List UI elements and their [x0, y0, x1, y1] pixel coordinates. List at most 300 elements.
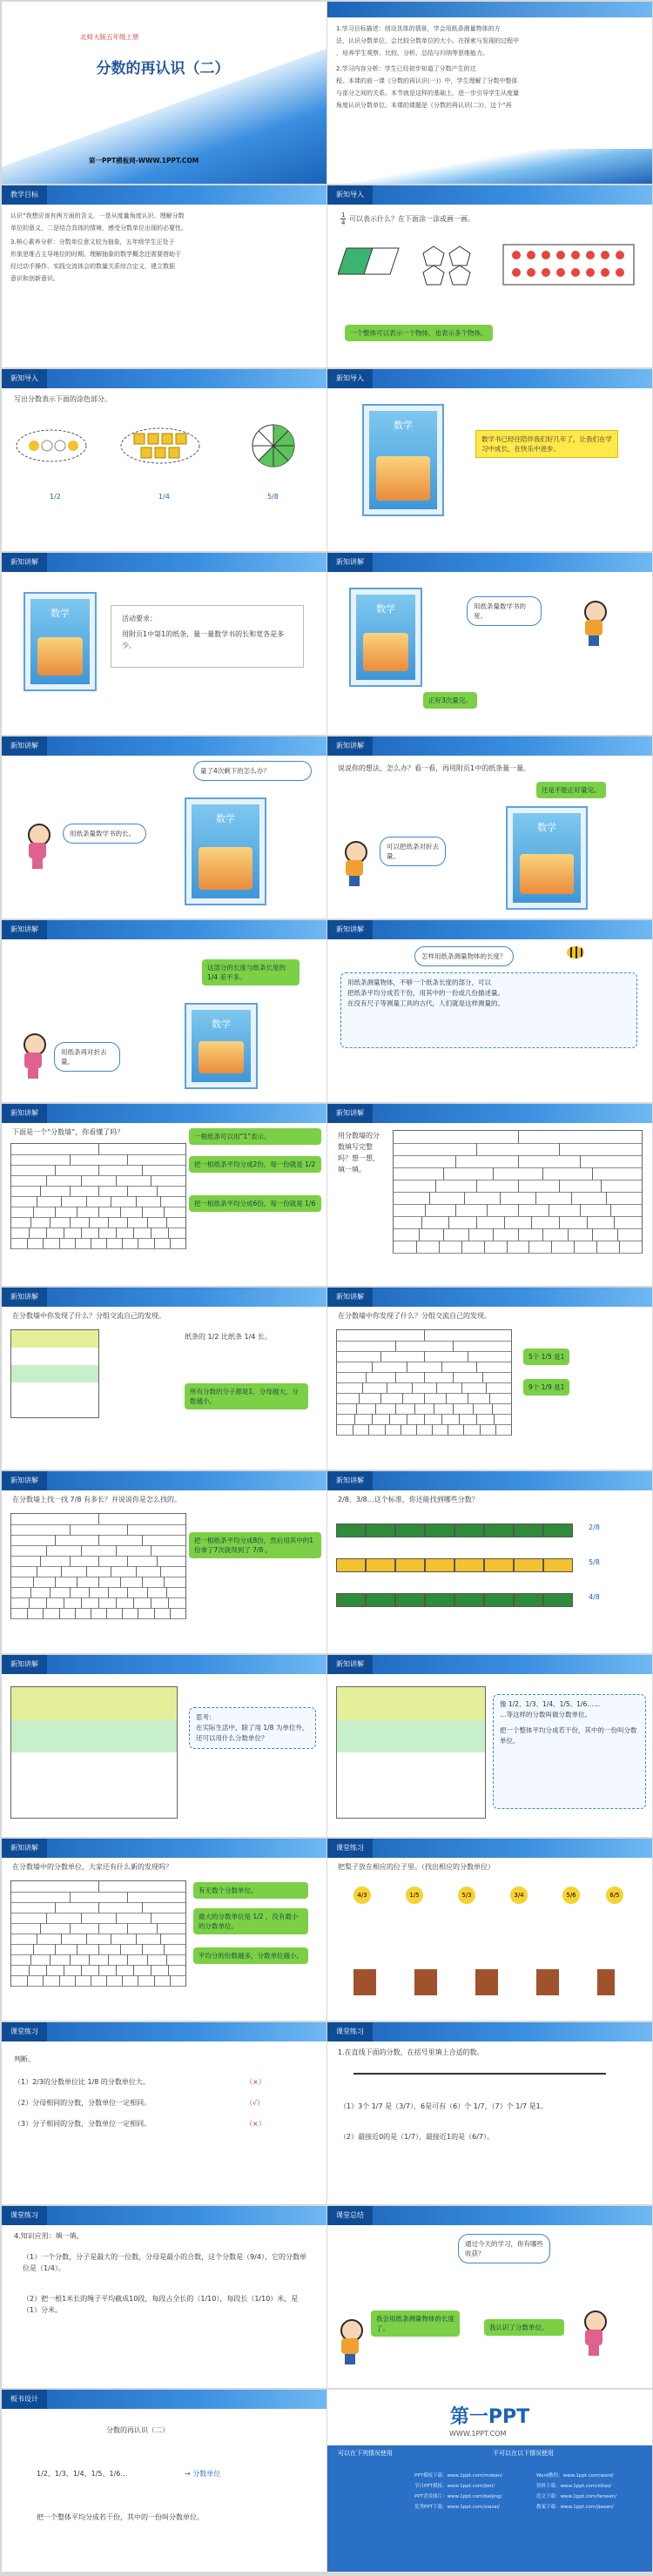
unit-note-1: 有无数个分数单位。: [193, 1882, 308, 1899]
apply-title: 4.知识应用：填一填。: [14, 2232, 84, 2240]
math-book: 数学: [185, 1003, 258, 1089]
answer-2: 1/4: [158, 493, 170, 501]
wall-divider: [559, 1216, 560, 1228]
wall-divider: [98, 1207, 99, 1217]
pear-3: 5/3: [458, 1887, 475, 1904]
slide-8-measure-width[interactable]: [327, 553, 652, 735]
section-tab: 教学目标: [2, 185, 47, 205]
wall-divider: [98, 1597, 99, 1608]
fraction-wall: [10, 1143, 186, 1249]
wall-divider: [424, 1414, 425, 1424]
wall-row: [394, 1216, 642, 1229]
result-tag: 正好3次量完。: [423, 692, 477, 709]
quarter-box: 这部分的长度与纸条长度的 1/4 差不多。: [202, 959, 300, 985]
wall-divider: [468, 1228, 469, 1241]
wall-divider: [486, 1382, 487, 1393]
wall-divider: [380, 1351, 381, 1362]
wall-divider: [30, 1954, 31, 1965]
slide-19-think[interactable]: [2, 1655, 326, 1837]
col2-title: 不可以在以下情况使用: [493, 2450, 554, 2457]
wall-divider: [424, 1351, 425, 1362]
question-bubble: 怎样用纸条测量物体的长度？: [414, 946, 514, 966]
link-7[interactable]: 范文下载：www.1ppt.com/fanwen/: [536, 2494, 617, 2499]
wall-divider: [98, 1556, 99, 1566]
wall-divider: [416, 1424, 417, 1435]
wall-divider: [61, 1196, 62, 1207]
obj-line: 法，认识分数单位，会比较分数单位的大小。在探索与发现的过程中: [336, 37, 519, 44]
wall-divider: [108, 1217, 109, 1227]
section-tab: 板书设计: [2, 2390, 47, 2409]
wall-divider: [70, 1923, 71, 1934]
wall-divider: [55, 1577, 56, 1587]
slide-23-judge[interactable]: [2, 2022, 326, 2204]
section-tab: 新知讲解: [2, 1471, 47, 1490]
highlight-wall: [336, 1686, 486, 1819]
wall-divider: [476, 1216, 477, 1228]
wall-row: [394, 1143, 642, 1156]
wall-divider: [86, 1934, 87, 1944]
wall-divider: [147, 1587, 148, 1597]
bee-icon: [567, 946, 584, 958]
wall-divider: [33, 1207, 34, 1217]
wall-divider: [86, 1566, 87, 1577]
wall-divider: [424, 1330, 425, 1341]
wall-divider: [375, 1403, 376, 1414]
wall-divider: [120, 1944, 121, 1954]
slide-14-fill-wall[interactable]: [327, 1104, 652, 1286]
wall-divider: [464, 1192, 465, 1204]
lesson-title: 分数的再认识（二）: [96, 60, 230, 77]
strawberries-shape: [503, 245, 634, 285]
wall-divider: [619, 1241, 620, 1253]
parallelogram-shape: [338, 248, 399, 274]
fill-line-2: （2）最接近0的是（1/7），最接近1的是（6/7）。: [340, 2133, 495, 2141]
wall-divider: [55, 1165, 56, 1175]
slide-20-definition[interactable]: [327, 1655, 652, 1837]
wall-divider: [551, 1241, 552, 1253]
wall-divider: [489, 1393, 490, 1403]
obj-line: 2.学习内容分析：学生已经初步知道了分数产生的过: [336, 65, 476, 72]
slide-24-numberline[interactable]: [327, 2022, 652, 2204]
slide-21-unit-discovery[interactable]: [2, 1839, 326, 2021]
wall-divider: [453, 1341, 454, 1351]
result-tag: 还是不能正好量完。: [536, 782, 606, 798]
section-tab: 新知讲解: [327, 1471, 373, 1490]
wall-divider: [127, 1556, 128, 1566]
section-tab: 新知讲解: [2, 1839, 47, 1858]
wall-divider: [108, 1954, 109, 1965]
speech-bubble: 用纸条再对折去量。: [54, 1042, 120, 1072]
wall-divider: [61, 1934, 62, 1944]
wall-divider: [601, 1180, 602, 1192]
think-box: [189, 1707, 316, 1749]
slide-17-seven-eighths[interactable]: [2, 1471, 326, 1653]
judge-a2: （√）: [246, 2099, 265, 2107]
wall-divider: [385, 1424, 386, 1435]
wall-divider: [463, 1424, 464, 1435]
wall-divider: [86, 1196, 87, 1207]
equation-2: 9个 1/9 是1: [523, 1379, 569, 1396]
wall-divider: [27, 1238, 28, 1248]
wall-divider: [492, 1403, 493, 1414]
wall-divider: [166, 1954, 167, 1965]
answer-fraction-1: 2/8: [589, 1523, 600, 1531]
wall-divider: [81, 1965, 82, 1975]
slide-5-fractions[interactable]: [2, 369, 326, 551]
boy-avatar: [336, 2319, 364, 2367]
math-book: 数学: [506, 806, 588, 910]
section-tab: 新知讲解: [2, 1655, 47, 1674]
slide-4-shapes[interactable]: [327, 185, 652, 367]
basket-row: [353, 1969, 615, 1995]
slide-27-board[interactable]: [2, 2390, 326, 2572]
judge-a3: （×）: [246, 2120, 266, 2128]
harvest-1: 我会用纸条测量物体的长度了。: [371, 2310, 460, 2337]
wall-divider: [617, 1228, 618, 1241]
math-book: 数学: [185, 797, 266, 905]
ellipse-circles: [17, 430, 86, 461]
wall-divider: [518, 1204, 519, 1216]
req-title: 活动要求：: [122, 615, 157, 622]
col1-title: 可以在下列情况使用: [338, 2450, 393, 2457]
wall-divider: [429, 1192, 430, 1204]
wall-divider: [147, 1954, 148, 1965]
slide-15-discover[interactable]: [2, 1288, 326, 1470]
wall-divider: [424, 1393, 425, 1403]
wall-divider: [482, 1372, 483, 1382]
wall-divider: [116, 1965, 117, 1975]
think-title: 思考：: [196, 1713, 216, 1721]
wall-divider: [40, 1923, 41, 1934]
wall-divider: [108, 1587, 109, 1597]
slide-18-other-fractions[interactable]: [327, 1471, 652, 1653]
wall-divider: [160, 1196, 161, 1207]
wall-divider: [414, 1403, 415, 1414]
board-series: 1/2、1/3、1/4、1/5、1/6…: [37, 2470, 128, 2478]
wall-divider: [168, 1965, 169, 1975]
obj-line: 角度认识分数单位。本课的课题是《分数的再认识(二)》，这个“再: [336, 102, 512, 109]
wall-divider: [443, 1167, 444, 1180]
pie-circle: [252, 425, 294, 467]
slide-6-book[interactable]: [327, 369, 652, 551]
link-2[interactable]: 节日PPT模板：www.1ppt.com/jieri/: [414, 2484, 495, 2489]
wall-divider: [166, 1587, 167, 1597]
wall-divider: [81, 1913, 82, 1923]
pear-1: 4/3: [353, 1887, 371, 1904]
wall-divider: [75, 1238, 76, 1248]
wall-row: [11, 1975, 185, 1987]
wall-divider: [46, 1545, 47, 1556]
wall-row: [394, 1228, 642, 1241]
wall-divider: [455, 1155, 456, 1167]
slide-10-fold[interactable]: [327, 736, 652, 918]
slide-1-title[interactable]: [2, 2, 326, 184]
wall-divider: [170, 1238, 171, 1248]
wall-divider: [55, 1944, 56, 1954]
question-text: 把梨子放在相应的位子里。（找出相应的分数单位）: [338, 1863, 495, 1871]
wall-divider: [596, 1241, 597, 1253]
wall-divider: [500, 1192, 501, 1204]
math-book: 数学: [349, 588, 422, 687]
wall-divider: [70, 1892, 71, 1902]
def-line-1: 像 1/2、1/3、1/4、1/5、1/6……: [500, 1700, 601, 1708]
wall-divider: [81, 1175, 82, 1186]
slide-7-activity[interactable]: [2, 553, 326, 735]
wall-divider: [487, 1204, 488, 1216]
section-tab: 课堂总结: [327, 2206, 373, 2225]
wall-row: [394, 1204, 642, 1217]
speech-bubble: 可以把纸条对折去量。: [380, 837, 446, 866]
question-text: $\frac{1}{4}$ 可以表示什么？在下面涂一涂或画一画。: [341, 212, 475, 226]
wall-divider: [70, 1186, 71, 1196]
wall-row: [394, 1155, 642, 1168]
definition-box: [493, 1694, 646, 1809]
wall-divider: [439, 1241, 440, 1253]
wall-divider: [518, 1228, 519, 1241]
slide-2-objectives[interactable]: [327, 2, 652, 184]
wall-divider: [127, 1217, 128, 1227]
judge-q1: （1）2/3的分数单位比 1/8 的分数单位大。: [14, 2078, 150, 2086]
board-arrow: → 分数单位: [185, 2470, 221, 2478]
wall-divider: [518, 1180, 519, 1192]
wall-divider: [70, 1154, 71, 1165]
boy-avatar: [340, 841, 368, 889]
wall-divider: [106, 1608, 107, 1618]
wall-divider: [46, 1227, 47, 1238]
wall-divider: [542, 1167, 543, 1180]
wall-divider: [61, 1566, 62, 1577]
wall-divider: [170, 1975, 171, 1986]
wall-divider: [98, 1881, 99, 1892]
wall-divider: [89, 1217, 90, 1227]
wall-divider: [46, 1597, 47, 1608]
obj-line: 单位的意义，二是结合具体的情境，感受分数单位出现的必要性。: [10, 225, 187, 232]
wall-divider: [164, 1577, 165, 1587]
wall-divider: [531, 1216, 532, 1228]
wall-divider: [127, 1892, 128, 1902]
wall-divider: [70, 1524, 71, 1535]
slide-12-method[interactable]: [327, 920, 652, 1102]
wall-divider: [453, 1403, 454, 1414]
pear-4: 3/4: [510, 1887, 528, 1904]
wall-divider: [154, 1238, 155, 1248]
def-line-2: …等这样的分数叫做分数单位。: [500, 1711, 591, 1718]
section-tab: 课堂练习: [327, 1839, 373, 1858]
wall-divider: [154, 1975, 155, 1986]
wall-divider: [443, 1228, 444, 1241]
slide-13-fraction-wall[interactable]: [2, 1104, 326, 1286]
section-tab: 新知讲解: [327, 553, 373, 572]
slide-22-pears[interactable]: [327, 1839, 652, 2021]
wall-divider: [116, 1545, 117, 1556]
wall-divider: [98, 1965, 99, 1975]
link-4[interactable]: 优秀PPT下载：www.1ppt.com/xiazai/: [414, 2505, 501, 2510]
question-text: 下面是一个“分数墙”，你看懂了吗？: [12, 1128, 125, 1136]
wall-divider: [461, 1382, 462, 1393]
slide-9-measure-length[interactable]: [2, 736, 326, 918]
slide-26-summary[interactable]: [327, 2206, 652, 2388]
link-5[interactable]: Word教程：www.1ppt.com/word/: [536, 2473, 614, 2478]
wall-divider: [484, 1241, 485, 1253]
wall-divider: [168, 1597, 169, 1608]
wall-divider: [354, 1414, 355, 1424]
wall-divider: [147, 1217, 148, 1227]
wall-divider: [435, 1180, 436, 1192]
wall-divider: [81, 1227, 82, 1238]
wall-divider: [89, 1587, 90, 1597]
wall-divider: [157, 1556, 158, 1566]
wall-divider: [46, 1965, 47, 1975]
fraction-wall: [10, 1880, 186, 1987]
wall-divider: [372, 1362, 373, 1372]
wall-divider: [542, 1228, 543, 1241]
wall-divider: [571, 1192, 572, 1204]
obj-line: 3.核心素养分析：分数单位意义较为抽象，五年级学生正处于: [10, 239, 175, 245]
section-tab: 课堂练习: [327, 2022, 373, 2041]
wall-divider: [142, 1165, 143, 1175]
judge-title: 判断。: [14, 2055, 35, 2063]
math-book: 数学: [24, 592, 97, 691]
wall-divider: [432, 1424, 433, 1435]
wall-divider: [59, 1975, 60, 1986]
wall-divider: [116, 1597, 117, 1608]
section-tab: 新知导入: [2, 369, 47, 388]
wall-divider: [476, 1180, 477, 1192]
question-text: 在分数墙中你发现了什么？分组交流自己的发现。: [12, 1312, 165, 1320]
wall-divider: [55, 1535, 56, 1545]
slide-28-credits[interactable]: [327, 2390, 652, 2572]
number-line: [353, 2073, 606, 2075]
wall-divider: [43, 1975, 44, 1986]
wall-divider: [136, 1196, 137, 1207]
link-8[interactable]: 教案下载：www.1ppt.com/jiaoan/: [536, 2505, 614, 2510]
method-box: [340, 972, 637, 1048]
pentagons-shape: [423, 246, 470, 285]
wall-divider: [568, 1228, 569, 1241]
wall-divider: [504, 1216, 505, 1228]
wall-divider: [518, 1131, 519, 1143]
discover-box: 所有分数的分子都是1，分母越大，分数越小。: [185, 1383, 308, 1409]
wall-divider: [164, 1944, 165, 1954]
wall-divider: [476, 1362, 477, 1372]
slide-25-apply[interactable]: [2, 2206, 326, 2388]
fraction-wall: [336, 1329, 512, 1436]
wall-divider: [43, 1608, 44, 1618]
slide-3-objectives[interactable]: [2, 185, 326, 367]
question-text: 2/8、3/8…这个标准，你还能找到哪些分数？: [338, 1496, 479, 1503]
question-text: 在分数墙中你发现了什么？分组交流自己的发现。: [338, 1312, 491, 1320]
wall-divider: [70, 1217, 71, 1227]
question-bubble: 量了4次剩下的怎么办？: [193, 761, 312, 781]
wall-row: [11, 1608, 185, 1619]
pear-6: 6/5: [606, 1887, 623, 1904]
wall-row: [394, 1192, 642, 1205]
wall-divider: [441, 1362, 442, 1372]
wall-divider: [98, 1144, 99, 1154]
question-bubble: 通过今天的学习，你有哪些收获？: [458, 2234, 550, 2263]
wall-divider: [380, 1393, 381, 1403]
section-tab: 新知导入: [327, 369, 373, 388]
wall-divider: [136, 1934, 137, 1944]
link-1[interactable]: PPT模板下载：www.1ppt.com/moban/: [414, 2473, 503, 2478]
slide-11-quarter[interactable]: [2, 920, 326, 1102]
wall-divider: [157, 1186, 158, 1196]
link-3[interactable]: PPT背景图片：www.1ppt.com/beijing/: [414, 2494, 502, 2499]
wall-divider: [75, 1975, 76, 1986]
wall-divider: [154, 1608, 155, 1618]
wall-divider: [448, 1216, 449, 1228]
section-tab: 新知讲解: [2, 736, 47, 756]
eighths-bar-1: [336, 1523, 573, 1537]
wall-divider: [46, 1913, 47, 1923]
wall-divider: [40, 1556, 41, 1566]
girl-avatar: [24, 824, 51, 871]
wall-divider: [587, 1216, 588, 1228]
slide-16-discover[interactable]: [327, 1288, 652, 1470]
answer-3: 5/8: [267, 493, 279, 501]
grade-label: 北师大版五年级上册: [80, 33, 139, 41]
apply-line-2: （2）把一根1米长的绳子平均截成10段，每段占全长的（1/10），每段长（1/10）米，是（1）分米。: [23, 2295, 299, 2314]
wall-divider: [98, 1514, 99, 1524]
eighths-bar-3: [336, 1593, 573, 1607]
link-6[interactable]: 资料下载：www.1ppt.com/ziliao/: [536, 2484, 612, 2489]
wall-divider: [127, 1186, 128, 1196]
section-tab: 新知讲解: [327, 1655, 373, 1674]
speech-bubble: 用纸条量数学书的长。: [63, 824, 146, 844]
wall-divider: [127, 1923, 128, 1934]
wall-divider: [142, 1902, 143, 1913]
wall-row: [394, 1167, 642, 1180]
question-text: 用分数墙的分数填写完整吗？想一想，填一填。: [338, 1132, 380, 1174]
wall-note-3: 把一根纸条平均分成6份，每一份就是 1/6: [189, 1195, 321, 1212]
method-line: 在没有尺子等测量工具的古代，人们就是这样测量的。: [347, 999, 504, 1007]
wall-divider: [70, 1556, 71, 1566]
wall-divider: [493, 1228, 494, 1241]
wall-row: [337, 1424, 511, 1436]
wall-divider: [535, 1192, 536, 1204]
method-line: 把纸条平均分成若干份，用其中的一份或几份描述量。: [347, 989, 504, 997]
judge-q3: （3）分子相同的分数，分数单位一定相同。: [14, 2120, 151, 2128]
girl-avatar: [19, 1033, 47, 1081]
wall-divider: [75, 1608, 76, 1618]
wall-divider: [493, 1167, 494, 1180]
harvest-2: 我认识了分数单位。: [484, 2319, 564, 2336]
section-tab: 新知讲解: [327, 1288, 373, 1307]
wall-divider: [133, 1597, 134, 1608]
wall-divider: [395, 1372, 396, 1382]
wall-divider: [98, 1535, 99, 1545]
wall-divider: [98, 1186, 99, 1196]
def-line-3: 把一个整体平均分成若干份，其中的一份叫分数单位。: [500, 1726, 637, 1745]
wall-divider: [81, 1597, 82, 1608]
wall-divider: [27, 1975, 28, 1986]
wall-divider: [116, 1175, 117, 1186]
wall-divider: [33, 1944, 34, 1954]
wall-divider: [480, 1424, 481, 1435]
wall-divider: [142, 1577, 143, 1587]
wall-divider: [528, 1241, 529, 1253]
answer-fraction-2: 5/8: [589, 1558, 600, 1566]
wall-divider: [127, 1524, 128, 1535]
wall-divider: [70, 1954, 71, 1965]
wall-divider: [106, 1975, 107, 1986]
wall-divider: [106, 1238, 107, 1248]
wall-divider: [395, 1403, 396, 1414]
highlight-wall: [10, 1329, 99, 1418]
wall-divider: [142, 1207, 143, 1217]
wall-divider: [507, 1241, 508, 1253]
wall-divider: [164, 1207, 165, 1217]
